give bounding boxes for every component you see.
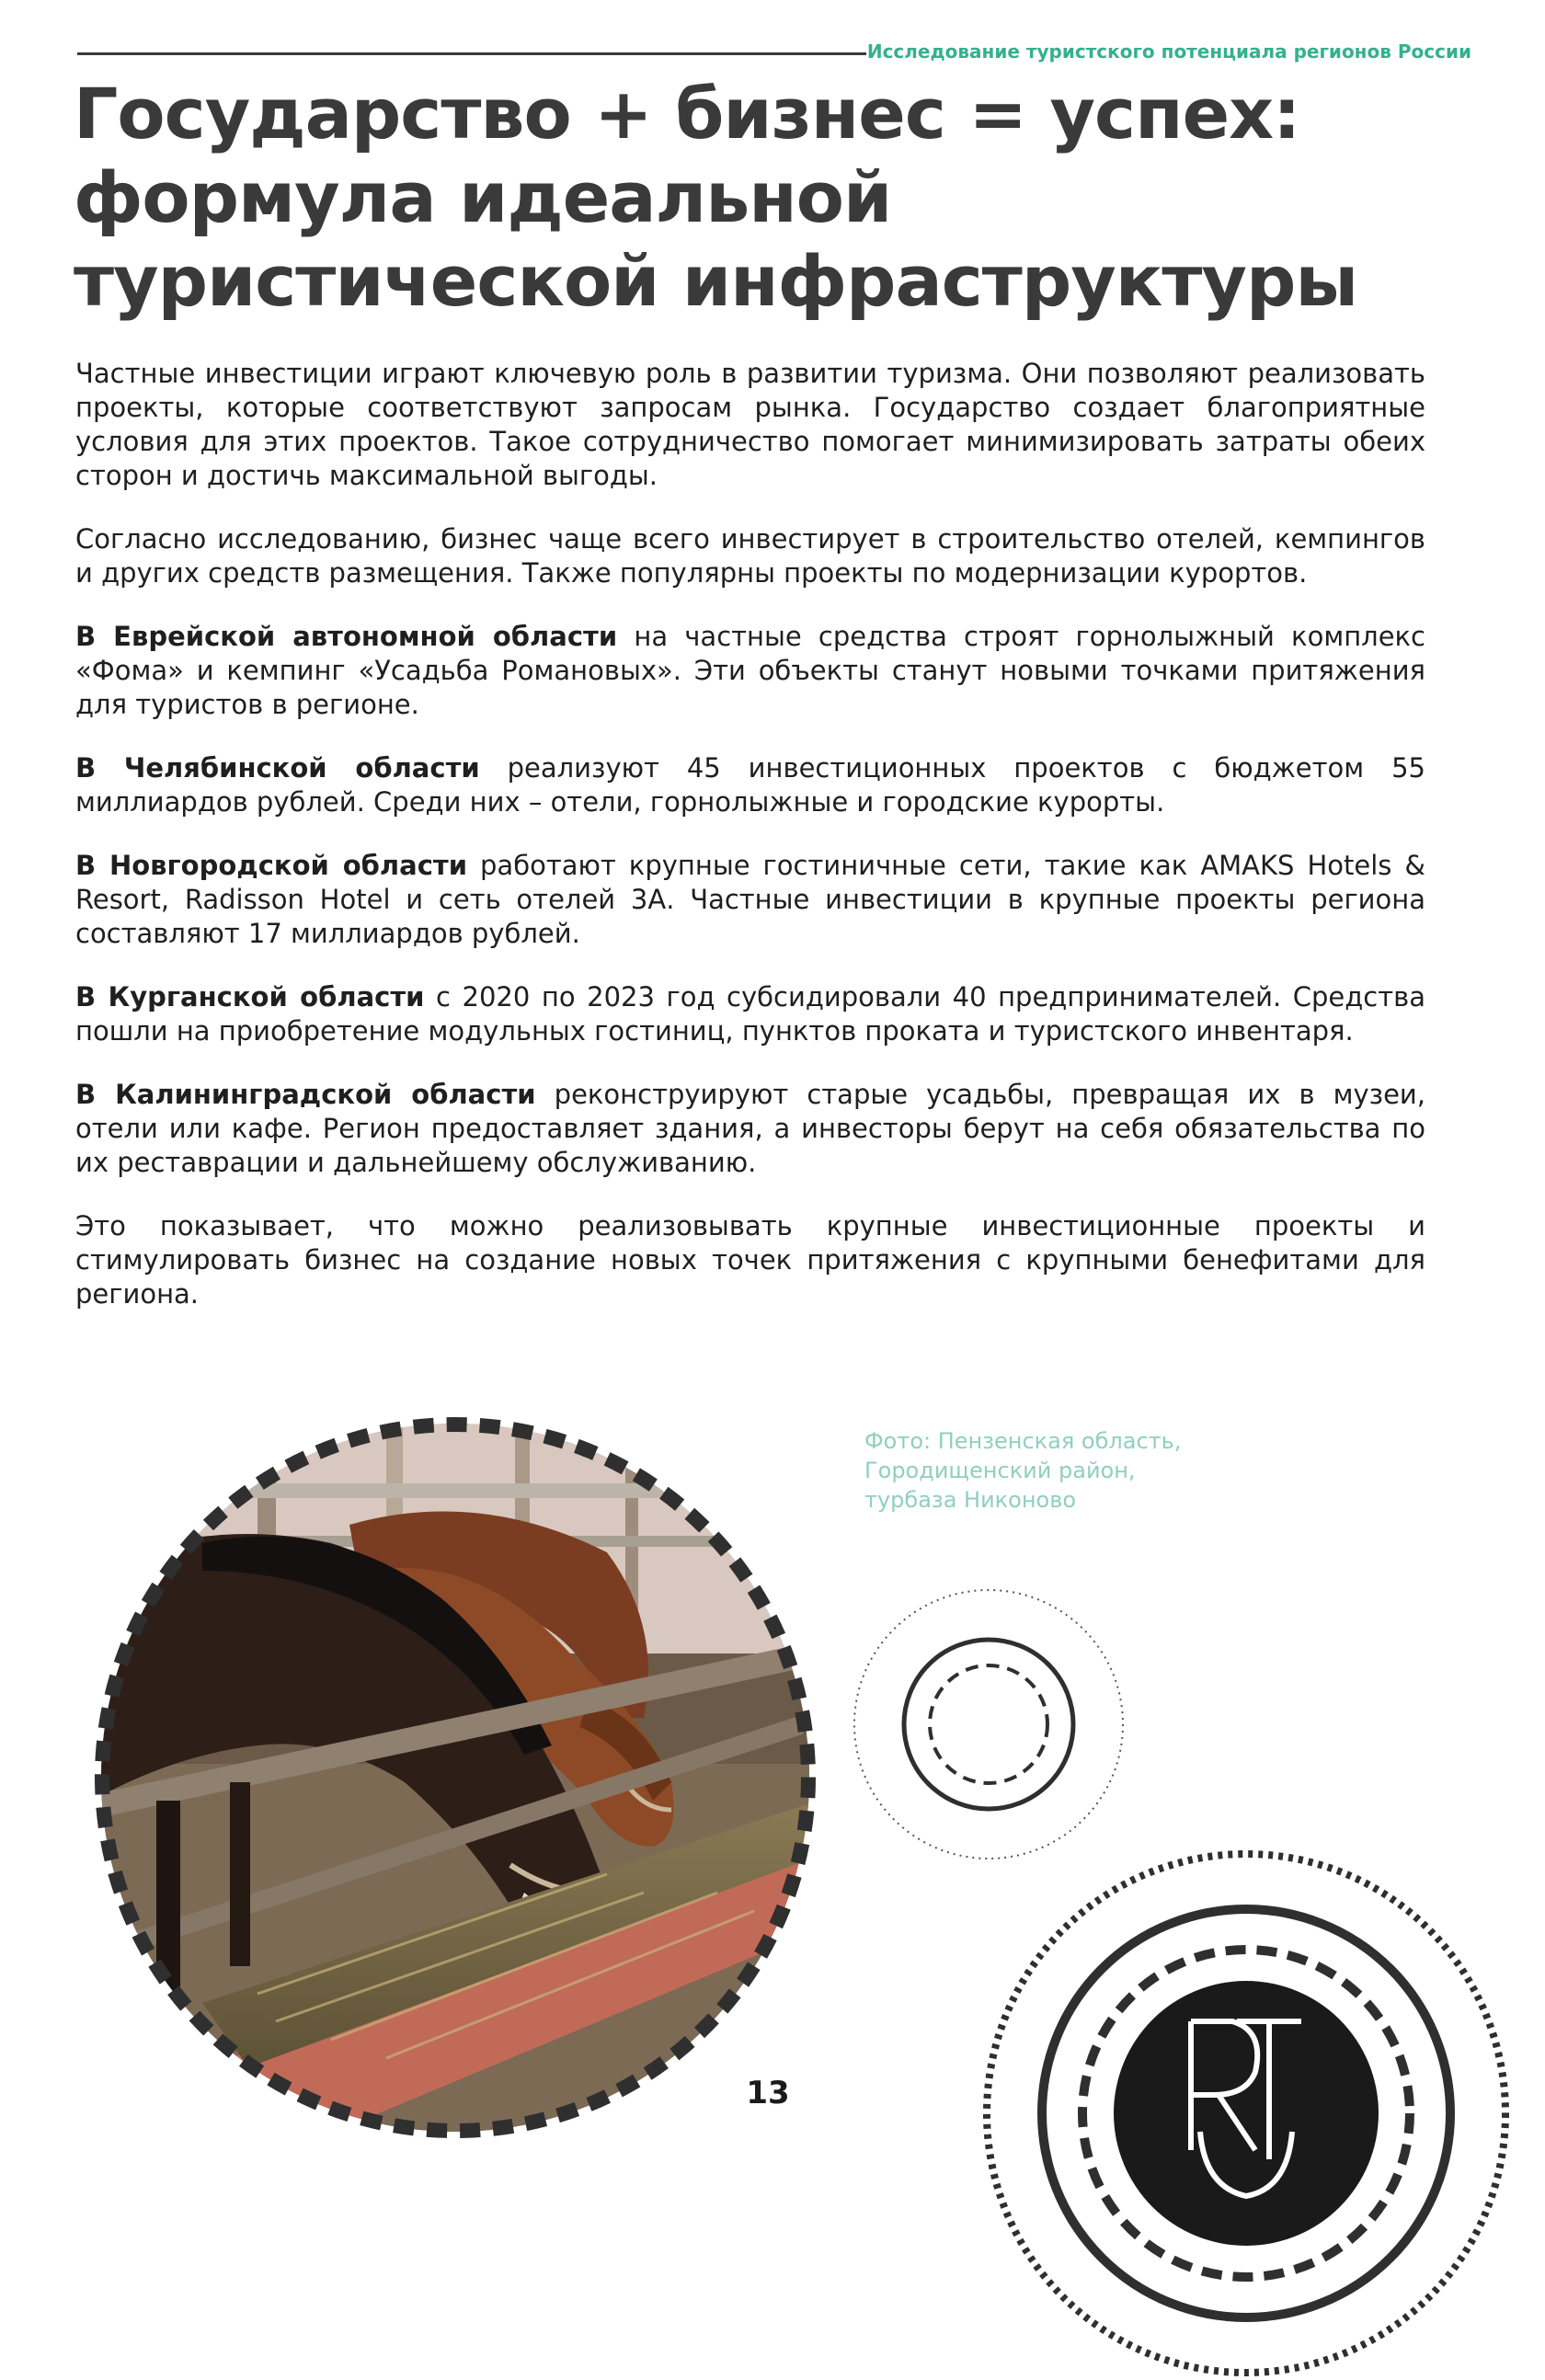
- paragraph-text: на частные средства строят горнолыжный комплекс «Фома» и кемпинг «Усадьба Романовых». Эти объекты станут новыми точками притяжения для туристов в регионе.: [75, 621, 1425, 720]
- region-name: В Курганской области: [75, 981, 425, 1013]
- page-number: 13: [746, 2075, 790, 2111]
- horses-photo: [92, 1414, 818, 2141]
- caption-line-1: Фото: Пензенская область,: [864, 1428, 1182, 1454]
- page-title: [74, 72, 1471, 323]
- region-name: В Калининградской области: [75, 1079, 536, 1110]
- paragraph-conclusion: Это показывает, что можно реализовывать крупные инвестиционные проекты и стимулировать бизнес на создание новых точек притяжения с крупными бенефитами для региона.: [75, 1210, 1425, 1310]
- paragraph-novgorod: [75, 849, 1425, 951]
- photo-caption: [864, 1426, 1251, 1515]
- region-name: В Челябинской области: [75, 752, 480, 784]
- paragraph-text: реализуют 45 инвестиционных проектов с бюджетом 55 миллиардов рублей. Среди них – отели, горнолыжные и городские курорты.: [75, 752, 1425, 818]
- paragraph-kurgan: [75, 980, 1425, 1048]
- paragraph-chelyabinsk: [75, 751, 1425, 819]
- paragraph-text: работают крупные гостиничные сети, такие как AMAKS Hotels & Resort, Radisson Hotel и сеть отелей 3А. Частные инвестиции в крупные проекты региона составляют 17 миллиардов рублей.: [75, 850, 1425, 949]
- caption-line-3: турбаза Никоново: [864, 1487, 1077, 1513]
- paragraph-kaliningrad: [75, 1078, 1425, 1180]
- paragraph-intro: Частные инвестиции играют ключевую роль в развитии туризма. Они позволяют реализовать проекты, которые соответствуют запросам рынка. Государство создает благоприятные условия для этих проектов. Такое сотрудничество помогает минимизировать затраты обеих сторон и достичь максимальной выгоды.: [75, 358, 1425, 491]
- header-rule: [77, 52, 866, 55]
- region-name: В Новгородской области: [75, 850, 468, 881]
- title-line-2: формула идеальной: [74, 156, 892, 238]
- paragraph-jewish-ao: [75, 620, 1425, 722]
- region-name: В Еврейской автономной области: [75, 621, 618, 652]
- logo-emblem: [979, 1847, 1513, 2380]
- decorative-circles-icon: [841, 1577, 1136, 1871]
- paragraph-text: с 2020 по 2023 год субсидировали 40 предпринимателей. Средства пошли на приобретение модульных гостиниц, пунктов проката и туристского инвентаря.: [75, 981, 1425, 1047]
- title-line-1: Государство + бизнес = успех:: [74, 73, 1300, 154]
- article-body: [75, 357, 1425, 1341]
- paragraph-research: Согласно исследованию, бизнес чаще всего инвестирует в строительство отелей, кемпингов и других средств размещения. Также популярны проекты по модернизации курортов.: [75, 523, 1425, 589]
- running-header: Исследование туристского потенциала регионов России: [866, 40, 1471, 63]
- title-line-3: туристической инфраструктуры: [74, 240, 1358, 322]
- paragraph-text: реконструируют старые усадьбы, превращая их в музеи, отели или кафе. Регион предоставляет здания, а инвесторы берут на себя обязательства по их реставрации и дальнейшему обслуживанию.: [75, 1079, 1425, 1178]
- caption-line-2: Городищенский район,: [864, 1458, 1136, 1483]
